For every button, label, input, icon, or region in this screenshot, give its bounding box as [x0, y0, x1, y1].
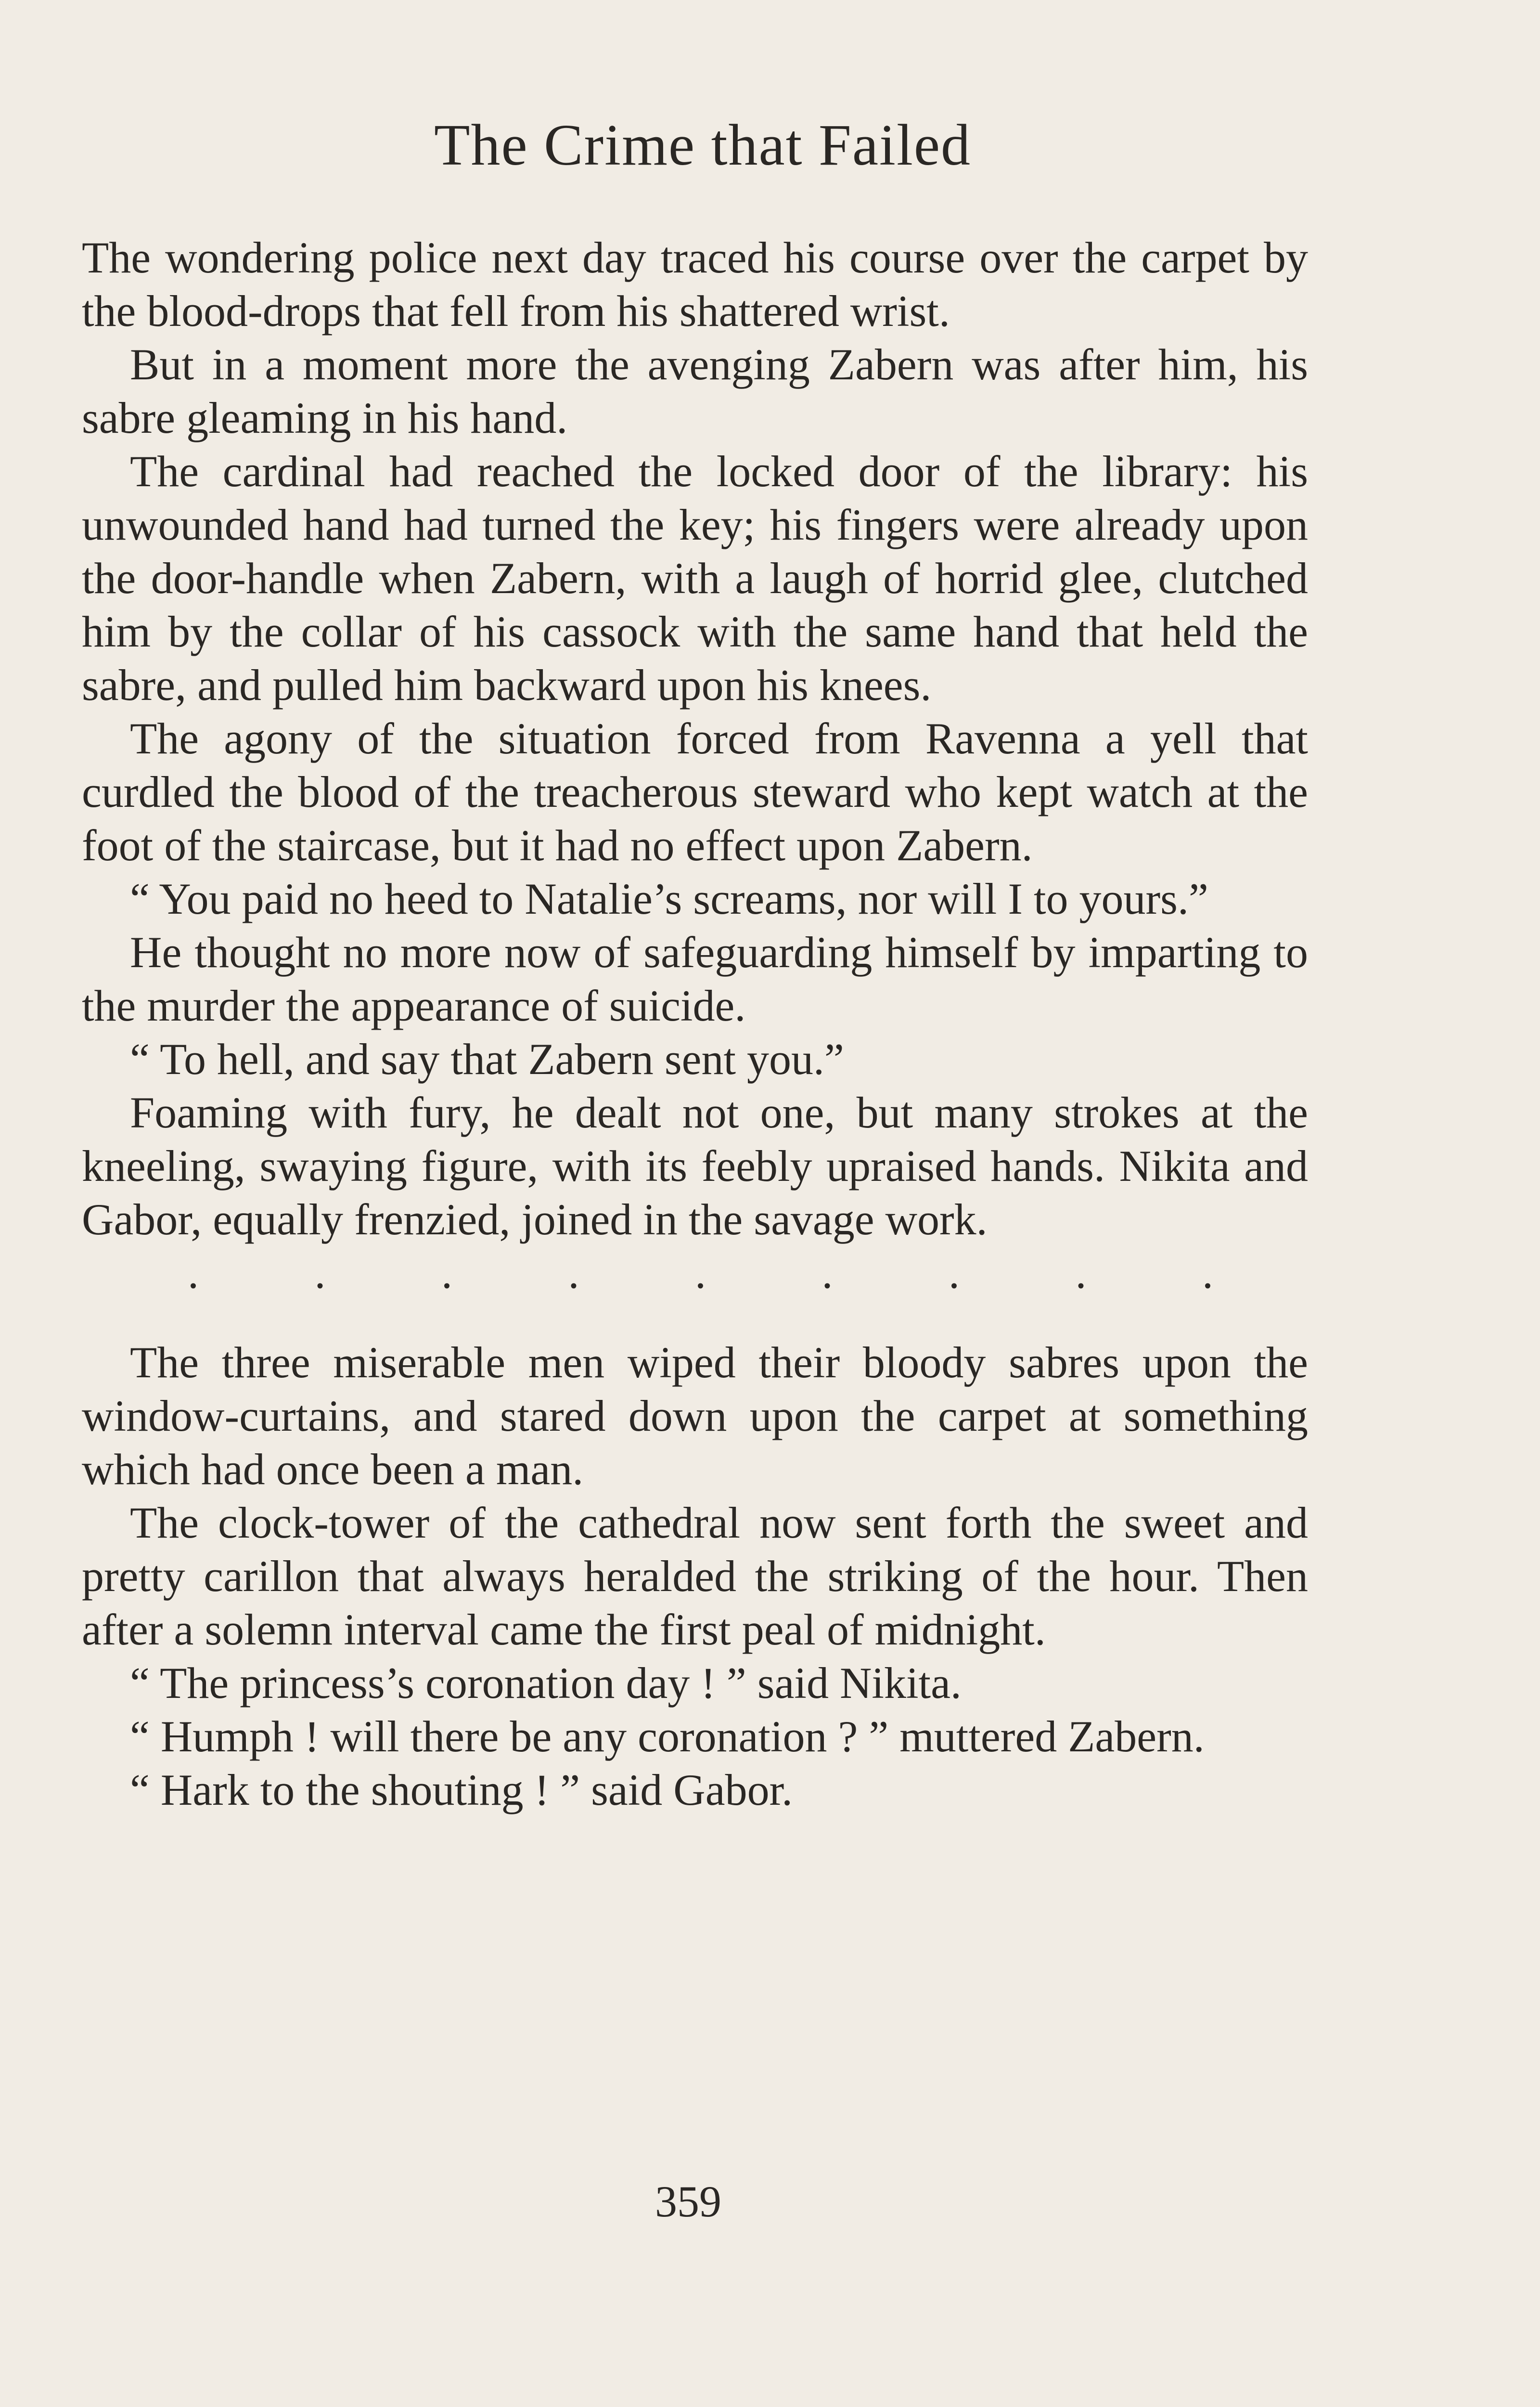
paragraph: “ To hell, and say that Zabern sent you.”: [130, 1035, 844, 1084]
paragraph: He thought no more now of safeguarding himself by imparting to the murder the appearance of suicide.: [82, 928, 1308, 1030]
paragraph: But in a moment more the avenging Zabern was after him, his sabre gleaming in his hand.: [82, 340, 1308, 442]
paragraph: “ The princess’s coronation day ! ” said Nikita.: [130, 1658, 962, 1708]
page-body: [82, 231, 1308, 1817]
running-head: The Crime that Failed: [434, 113, 971, 178]
section-break-dot: .: [314, 1248, 326, 1297]
section-break: [82, 1248, 1308, 1297]
section-break-dot: .: [695, 1248, 706, 1297]
section-break-dot: .: [568, 1248, 579, 1297]
paragraph: The agony of the situation forced from Ravenna a yell that curdled the blood of the treacherous steward who kept watch at the foot of the staircase, but it had no effect upon Zabern.: [82, 714, 1308, 870]
section-break-dot: .: [949, 1248, 960, 1297]
paragraph: The clock-tower of the cathedral now sent forth the sweet and pretty carillon that always heralded the striking of the hour. Then after a solemn interval came the first peal of midnight.: [82, 1498, 1308, 1654]
paragraph: The three miserable men wiped their bloody sabres upon the window-curtains, and stared down upon the carpet at something which had once been a man.: [82, 1338, 1308, 1494]
section-break-dot: .: [188, 1248, 199, 1297]
section-break-dot: .: [1075, 1248, 1087, 1297]
paragraph: “ Humph ! will there be any coronation ? ” muttered Zabern.: [130, 1712, 1205, 1761]
paragraph: “ You paid no heed to Natalie’s screams, nor will I to yours.”: [130, 874, 1208, 923]
paragraph: The cardinal had reached the locked door of the library: his unwounded hand had turned the key; his fingers were already upon the door-handle when Zabern, with a laugh of horrid glee, clutched him by the collar of his cassock with the same hand that held the sabre, and pulled him backward upon his knees.: [82, 447, 1308, 710]
paragraph: The wondering police next day traced his course over the carpet by the blood-drops that fell from his shattered wrist.: [82, 233, 1308, 336]
paragraph: “ Hark to the shouting ! ” said Gabor.: [130, 1765, 793, 1814]
section-break-dot: .: [441, 1248, 452, 1297]
paragraph: Foaming with fury, he dealt not one, but many strokes at the kneeling, swaying figure, with its feebly upraised hands. Nikita and Gabor, equally frenzied, joined in the savage work.: [82, 1088, 1308, 1244]
page-number: 359: [655, 2177, 721, 2226]
section-break-dot: .: [1202, 1248, 1213, 1297]
section-break-dot: .: [821, 1248, 833, 1297]
